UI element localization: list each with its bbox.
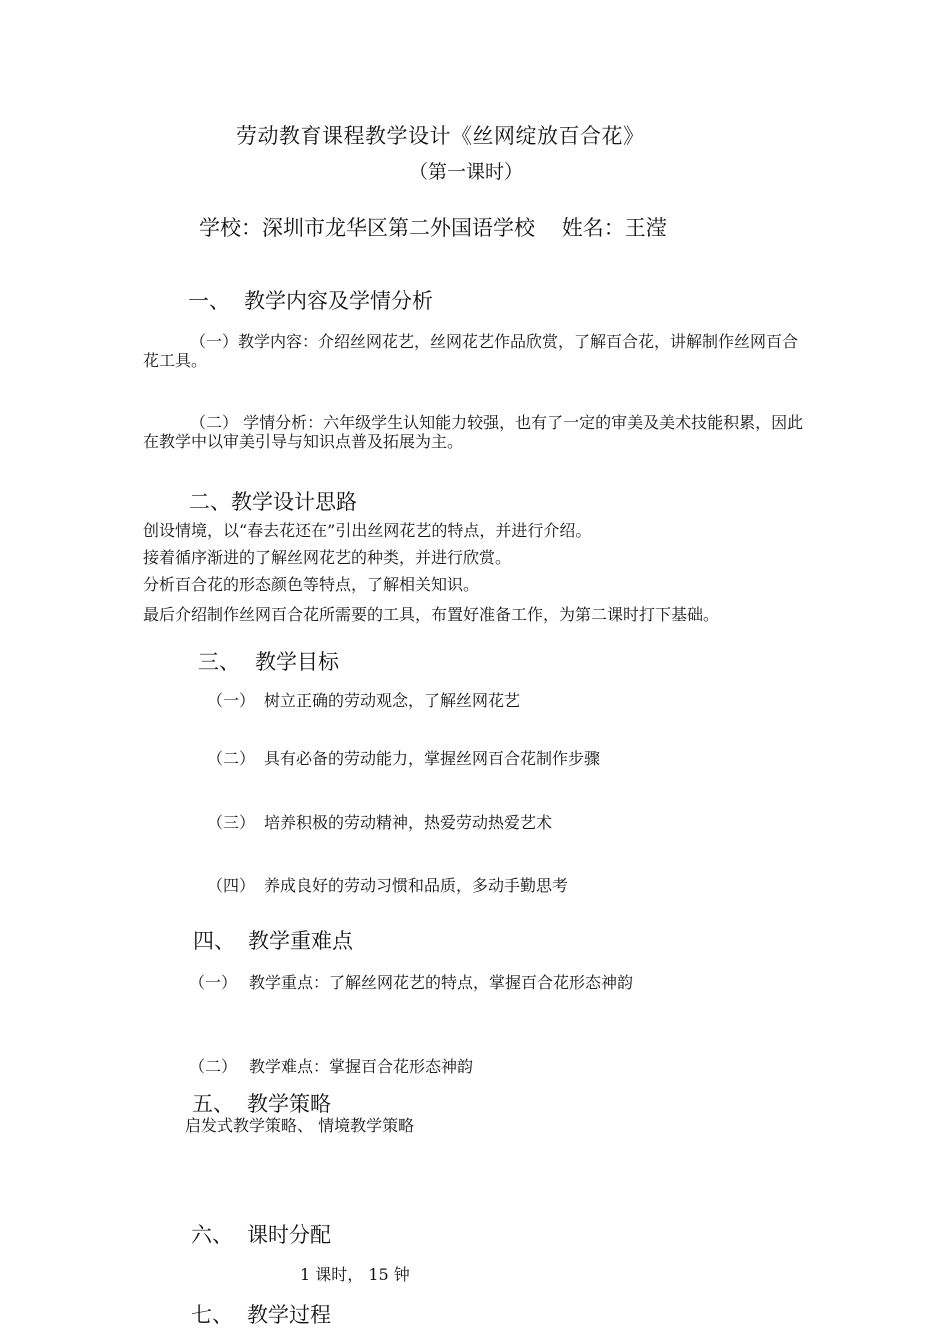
section-1-analysis-paragraph: （二） 学情分析：六年级学生认知能力较强，也有了一定的审美及美术技能积累，因此在教学中以审美引导与知识点普及拓展为主。 — [143, 413, 804, 451]
section-2-line-4: 最后介绍制作丝网百合花所需要的工具，布置好准备工作，为第二课时打下基础。 — [143, 605, 720, 624]
objective-number: （二） — [207, 749, 256, 768]
document-subtitle: （第一课时） — [409, 161, 524, 183]
author-line: 学校：深圳市龙华区第二外国语学校 姓名：王滢 — [199, 216, 667, 240]
objective-text: 养成良好的劳动习惯和品质，多动手勤思考 — [264, 876, 569, 895]
objective-item — [207, 693, 520, 709]
objective-number: （一） — [207, 691, 256, 710]
key-point-item — [189, 975, 633, 991]
objective-item — [207, 815, 552, 831]
section-6-title: 课时分配 — [247, 1223, 331, 1247]
section-7-title: 教学过程 — [247, 1303, 331, 1327]
objective-number: （四） — [207, 876, 256, 895]
section-6-number: 六、 — [191, 1223, 233, 1247]
section-3-heading — [198, 652, 339, 673]
key-point-number: （二） — [189, 1057, 238, 1076]
section-1-heading — [188, 291, 433, 312]
section-6-heading — [191, 1225, 331, 1246]
key-point-item — [189, 1059, 473, 1075]
objective-item — [207, 878, 568, 894]
section-2-line-3: 分析百合花的形态颜色等特点，了解相关知识。 — [143, 575, 480, 594]
objective-text: 培养积极的劳动精神，热爱劳动热爱艺术 — [264, 813, 553, 832]
section-4-number: 四、 — [193, 929, 235, 953]
section-1-title: 教学内容及学情分析 — [244, 289, 433, 313]
section-5-text: 启发式教学策略、 情境教学策略 — [185, 1116, 415, 1135]
objective-text: 具有必备的劳动能力，掌握丝网百合花制作步骤 — [264, 749, 601, 768]
section-3-title: 教学目标 — [255, 650, 339, 674]
section-1-number: 一、 — [188, 289, 230, 313]
section-5-heading — [192, 1094, 331, 1115]
document-title: 劳动教育课程教学设计《丝网绽放百合花》 — [236, 124, 645, 148]
section-4-heading — [193, 931, 353, 952]
section-1-content-paragraph: （一）教学内容：介绍丝网花艺，丝网花艺作品欣赏，了解百合花，讲解制作丝网百合花工具。 — [143, 332, 799, 370]
objective-number: （三） — [207, 813, 256, 832]
key-point-number: （一） — [189, 973, 238, 992]
key-point-text: 教学重点：了解丝网花艺的特点，掌握百合花形态神韵 — [249, 973, 634, 992]
section-3-number: 三、 — [198, 650, 240, 674]
section-2-line-2: 接着循序渐进的了解丝网花艺的种类，并进行欣赏。 — [143, 548, 512, 567]
section-4-title: 教学重难点 — [248, 929, 353, 953]
key-point-text: 教学难点：掌握百合花形态神韵 — [249, 1057, 474, 1076]
objective-text: 树立正确的劳动观念，了解丝网花艺 — [264, 691, 521, 710]
section-7-heading — [191, 1305, 331, 1326]
section-2-line-1: 创设情境，以“春去花还在”引出丝网花艺的特点，并进行介绍。 — [143, 521, 592, 540]
section-5-number: 五、 — [192, 1092, 234, 1116]
section-7-number: 七、 — [191, 1303, 233, 1327]
section-5-title: 教学策略 — [247, 1092, 331, 1116]
objective-item — [207, 751, 600, 767]
section-2-heading: 二、教学设计思路 — [189, 490, 357, 514]
section-6-text: 1 课时， 15 钟 — [300, 1265, 410, 1284]
